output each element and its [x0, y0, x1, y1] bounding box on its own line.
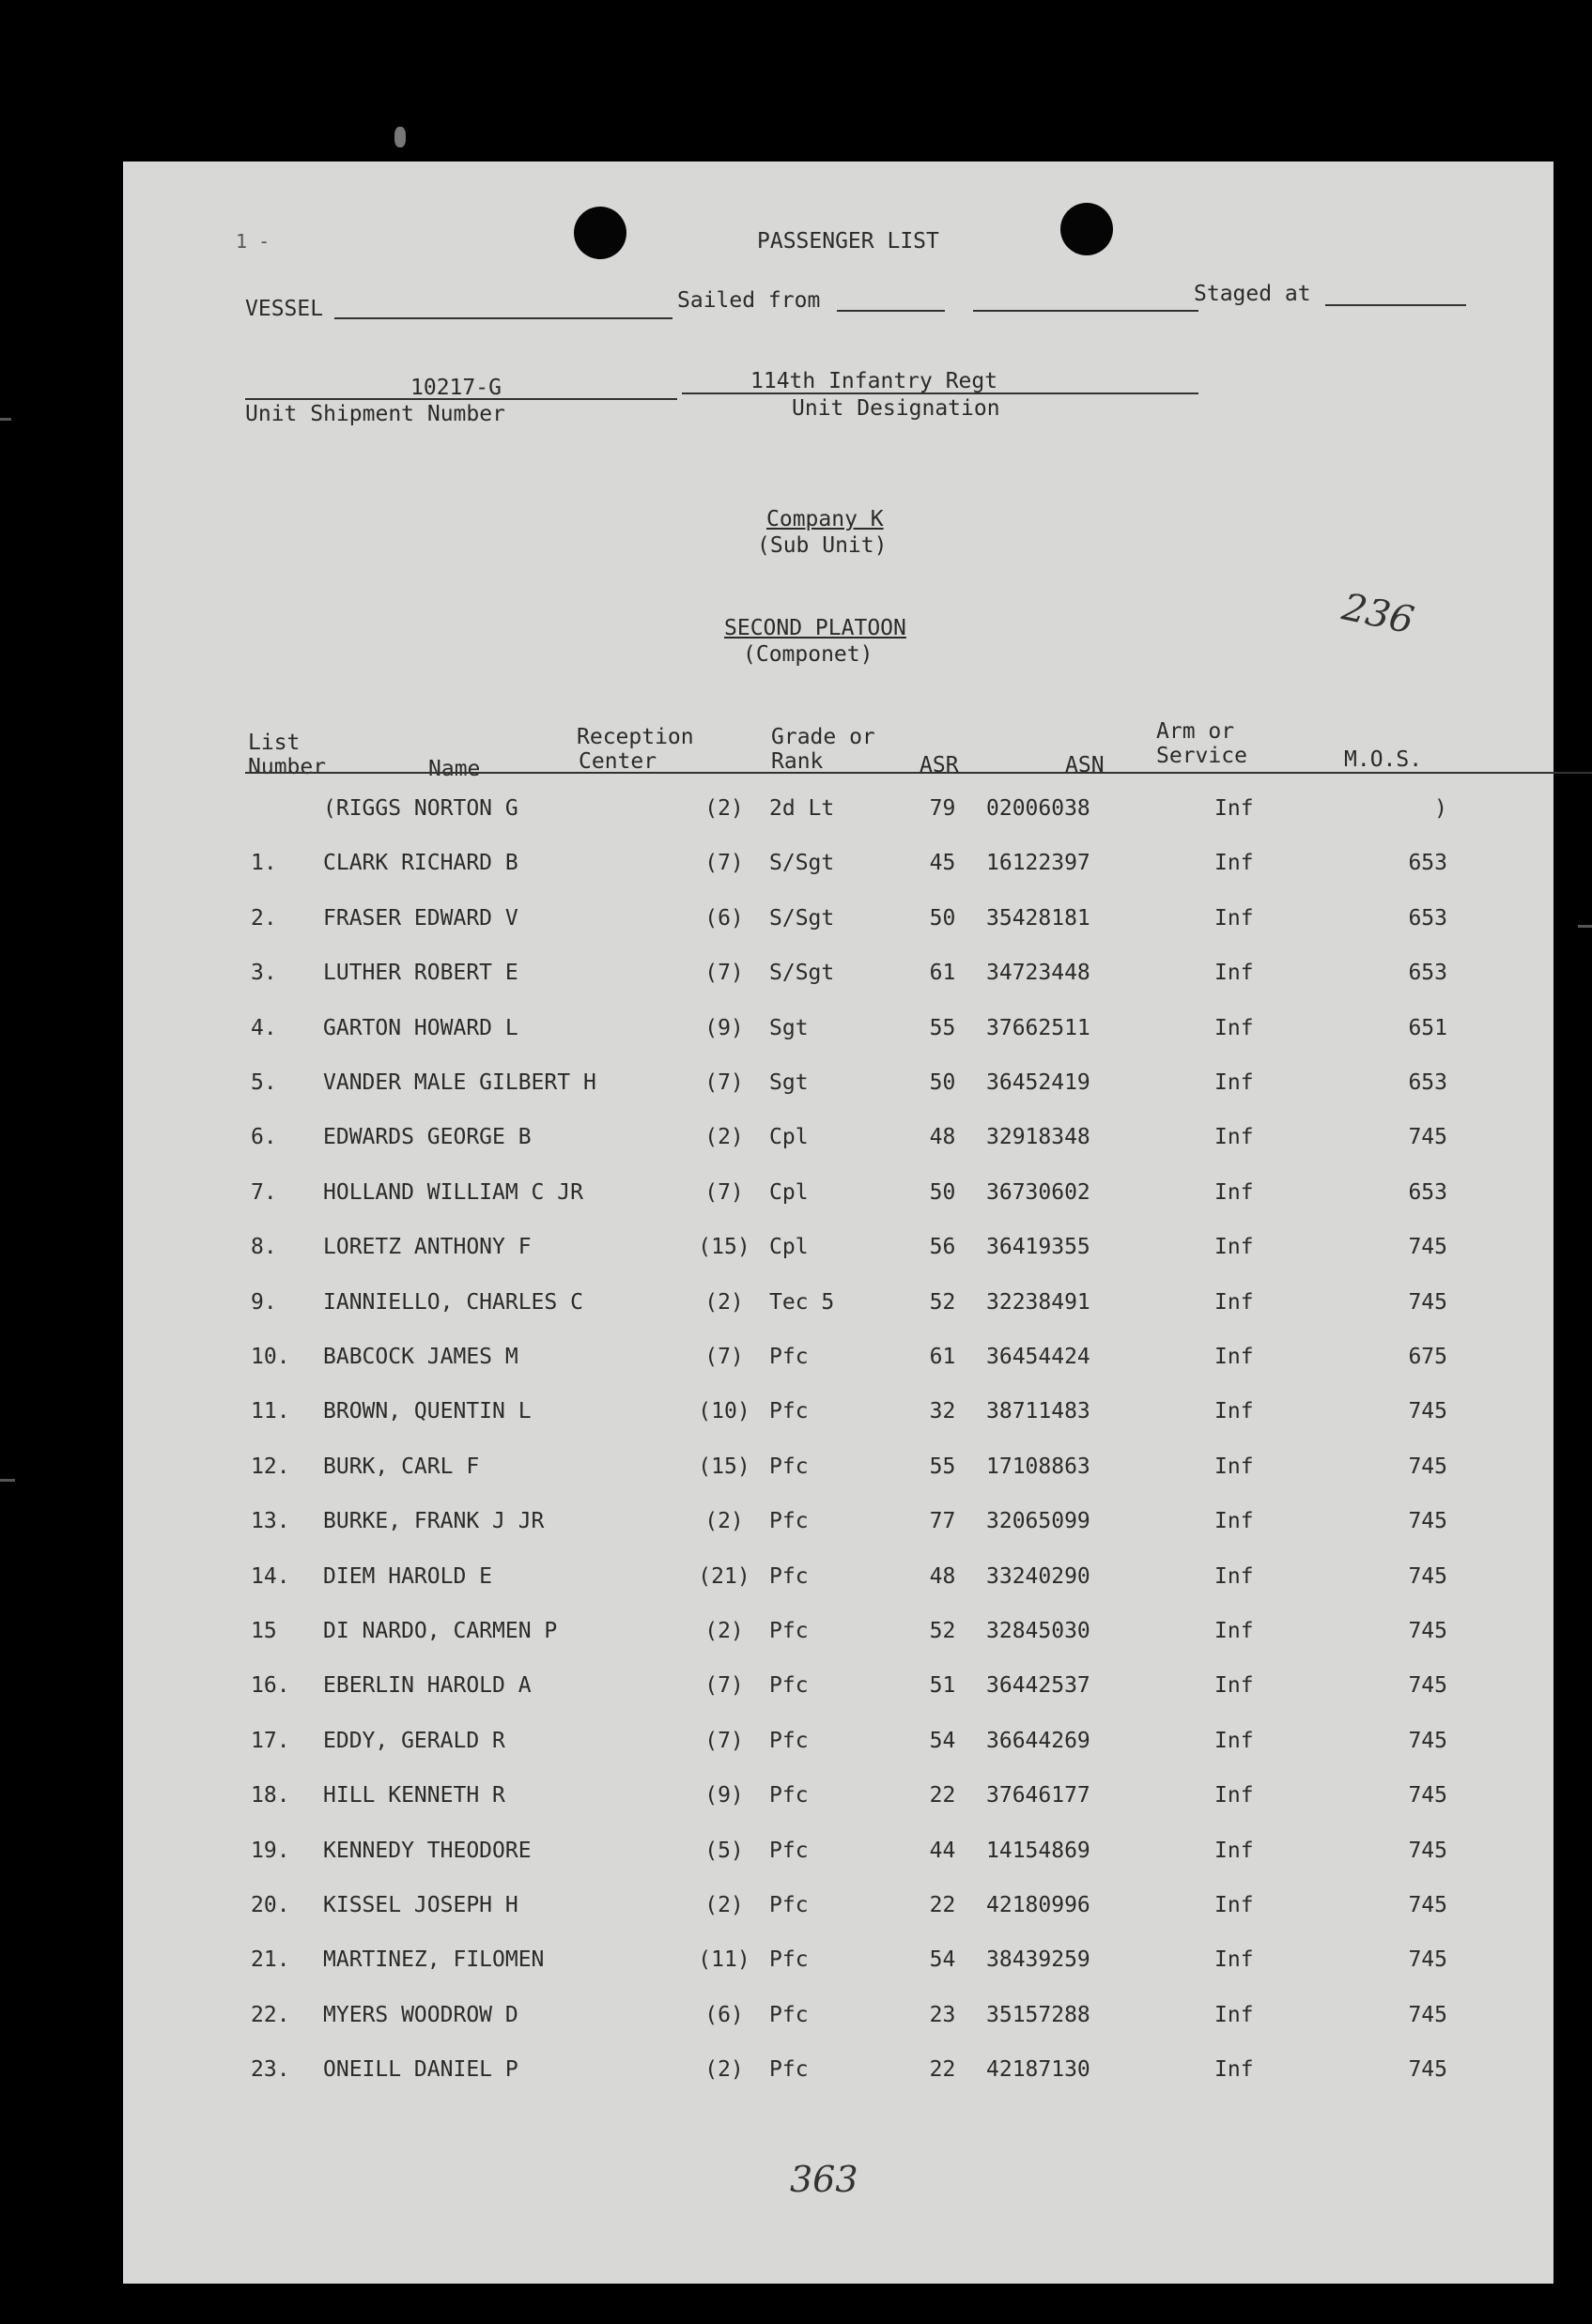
- reception-center: (7): [704, 1179, 744, 1205]
- col-header-center-label: Center: [579, 749, 657, 774]
- army-serial-number: 02006038: [986, 796, 1090, 821]
- reception-center: (2): [704, 2057, 744, 2083]
- mos-code: 653: [1408, 1070, 1447, 1095]
- arm-service: Inf: [1214, 905, 1254, 931]
- col-header-service-label: Service: [1156, 744, 1247, 768]
- asr-score: 56: [929, 1235, 956, 1260]
- reception-center: (7): [704, 1070, 744, 1095]
- passenger-name: BURKE, FRANK J JR: [323, 1509, 545, 1534]
- arm-service: Inf: [1214, 1125, 1254, 1150]
- list-number: 4.: [251, 1015, 277, 1040]
- handwritten-bottom-number: 363: [790, 2159, 858, 2200]
- component: SECOND PLATOON: [724, 616, 906, 640]
- mos-code: 745: [1408, 1619, 1447, 1643]
- reception-center: (15): [698, 1235, 750, 1260]
- table-row: [123, 2057, 1553, 2112]
- table-row: [123, 1016, 1553, 1070]
- arm-service: Inf: [1214, 2002, 1254, 2027]
- form-title: PASSENGER LIST: [757, 229, 939, 254]
- arm-service: Inf: [1214, 1015, 1254, 1040]
- table-row: [123, 1290, 1553, 1345]
- mos-code: 653: [1408, 851, 1447, 876]
- list-number: 19.: [251, 1838, 290, 1863]
- reception-center: (15): [698, 1454, 750, 1479]
- list-number: 10.: [251, 1345, 290, 1369]
- reception-center: (7): [704, 1673, 744, 1699]
- table-row: [123, 1399, 1553, 1454]
- army-serial-number: 35428181: [986, 905, 1090, 931]
- col-header-arm-service: [1156, 719, 1247, 768]
- grade-rank: Pfc: [769, 1563, 809, 1589]
- passenger-name: FRASER EDWARD V: [323, 905, 518, 931]
- army-serial-number: 33240290: [986, 1563, 1090, 1589]
- mos-code: 745: [1408, 1783, 1447, 1808]
- mos-code: 745: [1408, 1947, 1447, 1973]
- col-header-mos: M.O.S.: [1344, 747, 1423, 772]
- table-row: [123, 1180, 1553, 1235]
- col-header-reception-center: [577, 725, 694, 774]
- asr-score: 52: [929, 1619, 956, 1643]
- arm-service: Inf: [1214, 1563, 1254, 1589]
- arm-service: Inf: [1214, 1345, 1254, 1369]
- passenger-name: VANDER MALE GILBERT H: [323, 1070, 596, 1095]
- army-serial-number: 36442537: [986, 1673, 1090, 1699]
- arm-service: Inf: [1214, 961, 1254, 986]
- list-number: 18.: [251, 1783, 290, 1808]
- passenger-name: HILL KENNETH R: [323, 1783, 505, 1808]
- asr-score: 61: [929, 961, 956, 986]
- arm-service: Inf: [1214, 1454, 1254, 1479]
- arm-service: Inf: [1214, 1289, 1254, 1315]
- reception-center: (9): [704, 1783, 744, 1808]
- unit-designation-label: Unit Designation: [792, 396, 1000, 421]
- grade-rank: Pfc: [769, 1509, 809, 1534]
- unit-shipment-number: 10217-G: [410, 376, 502, 400]
- passenger-name: LORETZ ANTHONY F: [323, 1235, 532, 1260]
- col-header-arm-label: Arm or: [1156, 719, 1235, 744]
- list-number: 20.: [251, 1893, 290, 1917]
- reception-center: (7): [704, 961, 744, 986]
- table-row: [123, 1125, 1553, 1179]
- reception-center: (2): [704, 1289, 744, 1315]
- mos-code: 745: [1408, 1673, 1447, 1699]
- army-serial-number: 37662511: [986, 1015, 1090, 1040]
- passenger-name: BROWN, QUENTIN L: [323, 1399, 532, 1424]
- asr-score: 55: [929, 1015, 956, 1040]
- mos-code: 745: [1408, 1509, 1447, 1534]
- reception-center: (7): [704, 851, 744, 876]
- mos-code: 745: [1408, 2057, 1447, 2083]
- punch-hole-left: [574, 207, 626, 259]
- arm-service: Inf: [1214, 1783, 1254, 1808]
- reception-center: (9): [704, 1015, 744, 1040]
- table-row: [123, 1235, 1553, 1289]
- asr-score: 61: [929, 1345, 956, 1369]
- vessel-label: VESSEL: [245, 297, 324, 321]
- staged-at-label: Staged at: [1194, 282, 1311, 306]
- arm-service: Inf: [1214, 1179, 1254, 1205]
- asr-score: 44: [929, 1838, 956, 1863]
- table-row: [123, 906, 1553, 961]
- table-row: [123, 1070, 1553, 1125]
- grade-rank: Cpl: [769, 1179, 809, 1205]
- mos-code: 745: [1408, 1289, 1447, 1315]
- list-number: 16.: [251, 1673, 290, 1699]
- army-serial-number: 36644269: [986, 1728, 1090, 1753]
- reception-center: (2): [704, 1125, 744, 1150]
- asr-score: 52: [929, 1289, 956, 1315]
- table-row: [123, 1619, 1553, 1673]
- unit-designation: 114th Infantry Regt: [750, 369, 998, 393]
- asr-score: 77: [929, 1509, 956, 1534]
- scan-speck: [394, 127, 406, 147]
- grade-rank: Tec 5: [769, 1289, 835, 1315]
- asr-score: 50: [929, 1179, 956, 1205]
- army-serial-number: 42187130: [986, 2057, 1090, 2083]
- grade-rank: Cpl: [769, 1235, 809, 1260]
- col-header-asn: ASN: [1065, 753, 1105, 777]
- arm-service: Inf: [1214, 1893, 1254, 1917]
- asr-score: 51: [929, 1673, 956, 1699]
- army-serial-number: 34723448: [986, 961, 1090, 986]
- reception-center: (2): [704, 1509, 744, 1534]
- reception-center: (6): [704, 2002, 744, 2027]
- passenger-name: MARTINEZ, FILOMEN: [323, 1947, 545, 1973]
- passenger-name: BABCOCK JAMES M: [323, 1345, 518, 1369]
- army-serial-number: 17108863: [986, 1454, 1090, 1479]
- mos-code: 745: [1408, 1728, 1447, 1753]
- reception-center: (6): [704, 905, 744, 931]
- mos-code: 653: [1408, 961, 1447, 986]
- passenger-name: KISSEL JOSEPH H: [323, 1893, 518, 1917]
- table-row: [123, 1564, 1553, 1619]
- list-number: 7.: [251, 1179, 277, 1205]
- reception-center: (11): [698, 1947, 750, 1973]
- arm-service: Inf: [1214, 1673, 1254, 1699]
- col-header-name: Name: [428, 757, 481, 781]
- unit-line-left: [245, 398, 677, 400]
- passenger-name: DIEM HAROLD E: [323, 1563, 493, 1589]
- list-number: 1.: [251, 851, 277, 876]
- army-serial-number: 38711483: [986, 1399, 1090, 1424]
- grade-rank: Pfc: [769, 1345, 809, 1369]
- list-number: 21.: [251, 1947, 290, 1973]
- grade-rank: Pfc: [769, 1893, 809, 1917]
- army-serial-number: 14154869: [986, 1838, 1090, 1863]
- asr-score: 32: [929, 1399, 956, 1424]
- passenger-name: EDDY, GERALD R: [323, 1728, 505, 1753]
- unit-shipment-label: Unit Shipment Number: [245, 402, 505, 426]
- mos-code: 745: [1408, 1838, 1447, 1863]
- grade-rank: Pfc: [769, 1399, 809, 1424]
- grade-rank: Pfc: [769, 1619, 809, 1643]
- passenger-name: GARTON HOWARD L: [323, 1015, 518, 1040]
- grade-rank: Pfc: [769, 2002, 809, 2027]
- list-number: 15: [251, 1619, 277, 1643]
- army-serial-number: 36454424: [986, 1345, 1090, 1369]
- army-serial-number: 32918348: [986, 1125, 1090, 1150]
- col-header-grade-rank: [771, 725, 875, 774]
- passenger-name: KENNEDY THEODORE: [323, 1838, 532, 1863]
- table-row: [123, 1947, 1553, 2002]
- passenger-name: LUTHER ROBERT E: [323, 961, 518, 986]
- arm-service: Inf: [1214, 1619, 1254, 1643]
- passenger-name: IANNIELLO, CHARLES C: [323, 1289, 583, 1315]
- army-serial-number: 32845030: [986, 1619, 1090, 1643]
- arm-service: Inf: [1214, 1509, 1254, 1534]
- grade-rank: Pfc: [769, 1728, 809, 1753]
- asr-score: 48: [929, 1563, 956, 1589]
- grade-rank: Pfc: [769, 1838, 809, 1863]
- arm-service: Inf: [1214, 2057, 1254, 2083]
- grade-rank: Pfc: [769, 1783, 809, 1808]
- passenger-name: MYERS WOODROW D: [323, 2002, 518, 2027]
- list-number: 23.: [251, 2057, 290, 2083]
- list-number: 6.: [251, 1125, 277, 1150]
- mos-code: 745: [1408, 1893, 1447, 1917]
- sub-unit: Company K: [766, 507, 884, 531]
- army-serial-number: 38439259: [986, 1947, 1090, 1973]
- reception-center: (7): [704, 1345, 744, 1369]
- reception-center: (2): [704, 1893, 744, 1917]
- asr-score: 23: [929, 2002, 956, 2027]
- table-row: [123, 1345, 1553, 1399]
- list-number: 9.: [251, 1289, 277, 1315]
- asr-score: 22: [929, 2057, 956, 2083]
- table-row: [123, 1509, 1553, 1563]
- army-serial-number: 35157288: [986, 2002, 1090, 2027]
- scan-speck: [1578, 925, 1592, 928]
- arm-service: Inf: [1214, 796, 1254, 821]
- arm-service: Inf: [1214, 1838, 1254, 1863]
- sailed-from-label: Sailed from: [677, 288, 821, 313]
- list-number: 3.: [251, 961, 277, 986]
- arm-service: Inf: [1214, 1728, 1254, 1753]
- reception-center: (2): [704, 1619, 744, 1643]
- sailed-from-field-line-2: [973, 310, 1198, 312]
- col-header-asr: ASR: [920, 753, 959, 777]
- reception-center: (21): [698, 1563, 750, 1589]
- list-number: 2.: [251, 905, 277, 931]
- sub-unit-label: (Sub Unit): [757, 533, 888, 558]
- col-header-grade-label: Grade or: [771, 725, 875, 749]
- list-number: 5.: [251, 1070, 277, 1095]
- staged-at-field-line: [1325, 304, 1466, 306]
- arm-service: Inf: [1214, 1399, 1254, 1424]
- table-row: [123, 1893, 1553, 1947]
- grade-rank: 2d Lt: [769, 796, 835, 821]
- grade-rank: Sgt: [769, 1015, 809, 1040]
- unit-line-right: [682, 392, 1198, 394]
- reception-center: (7): [704, 1728, 744, 1753]
- col-header-rank-label: Rank: [771, 749, 824, 774]
- mos-code: 745: [1408, 1235, 1447, 1260]
- asr-score: 79: [929, 796, 956, 821]
- mos-code: 651: [1408, 1015, 1447, 1040]
- list-number: 11.: [251, 1399, 290, 1424]
- mos-code: 675: [1408, 1345, 1447, 1369]
- mos-code: 745: [1408, 1399, 1447, 1424]
- list-number: 14.: [251, 1563, 290, 1589]
- table-row: [123, 1454, 1553, 1509]
- passenger-name: CLARK RICHARD B: [323, 851, 518, 876]
- handwritten-page-number: 236: [1338, 585, 1418, 643]
- army-serial-number: 32065099: [986, 1509, 1090, 1534]
- scan-speck: [0, 1479, 15, 1482]
- arm-service: Inf: [1214, 1947, 1254, 1973]
- reception-center: (10): [698, 1399, 750, 1424]
- grade-rank: Pfc: [769, 1947, 809, 1973]
- mos-code: 653: [1408, 905, 1447, 931]
- mos-code: 745: [1408, 1125, 1447, 1150]
- arm-service: Inf: [1214, 851, 1254, 876]
- list-number: 22.: [251, 2002, 290, 2027]
- header-underline: [245, 772, 1592, 774]
- passenger-name: ONEILL DANIEL P: [323, 2057, 518, 2083]
- mos-code: 745: [1408, 1454, 1447, 1479]
- asr-score: 22: [929, 1893, 956, 1917]
- asr-score: 22: [929, 1783, 956, 1808]
- list-number: 13.: [251, 1509, 290, 1534]
- grade-rank: Cpl: [769, 1125, 809, 1150]
- col-header-number-label: Number: [248, 755, 327, 779]
- passenger-name: EBERLIN HAROLD A: [323, 1673, 532, 1699]
- passenger-name: DI NARDO, CARMEN P: [323, 1619, 558, 1643]
- asr-score: 48: [929, 1125, 956, 1150]
- corner-mark: 1 -: [236, 230, 270, 253]
- col-header-reception-label: Reception: [577, 725, 694, 749]
- passenger-name: (RIGGS NORTON G: [323, 796, 518, 821]
- reception-center: (5): [704, 1838, 744, 1863]
- grade-rank: S/Sgt: [769, 905, 835, 931]
- asr-score: 45: [929, 851, 956, 876]
- table-row: [123, 1783, 1553, 1838]
- table-row: [123, 796, 1553, 851]
- list-number: 17.: [251, 1728, 290, 1753]
- passenger-name: HOLLAND WILLIAM C JR: [323, 1179, 583, 1205]
- document-page: [123, 162, 1553, 2284]
- army-serial-number: 32238491: [986, 1289, 1090, 1315]
- grade-rank: S/Sgt: [769, 851, 835, 876]
- grade-rank: Sgt: [769, 1070, 809, 1095]
- passenger-name: EDWARDS GEORGE B: [323, 1125, 532, 1150]
- component-label: (Componet): [743, 642, 873, 667]
- army-serial-number: 37646177: [986, 1783, 1090, 1808]
- sailed-from-field-line: [837, 310, 945, 312]
- vessel-field-line: [334, 317, 672, 319]
- table-row: [123, 961, 1553, 1015]
- asr-score: 50: [929, 905, 956, 931]
- asr-score: 54: [929, 1728, 956, 1753]
- asr-score: 50: [929, 1070, 956, 1095]
- mos-code: ): [1434, 796, 1447, 821]
- army-serial-number: 16122397: [986, 851, 1090, 876]
- passenger-name: BURK, CARL F: [323, 1454, 480, 1479]
- col-header-list-label: List: [248, 731, 301, 755]
- table-row: [123, 1729, 1553, 1783]
- army-serial-number: 36730602: [986, 1179, 1090, 1205]
- table-row: [123, 2003, 1553, 2057]
- scan-speck: [0, 418, 11, 421]
- grade-rank: S/Sgt: [769, 961, 835, 986]
- reception-center: (2): [704, 796, 744, 821]
- army-serial-number: 42180996: [986, 1893, 1090, 1917]
- mos-code: 745: [1408, 2002, 1447, 2027]
- list-number: 8.: [251, 1235, 277, 1260]
- table-row: [123, 1673, 1553, 1728]
- army-serial-number: 36419355: [986, 1235, 1090, 1260]
- arm-service: Inf: [1214, 1235, 1254, 1260]
- asr-score: 54: [929, 1947, 956, 1973]
- grade-rank: Pfc: [769, 1673, 809, 1699]
- table-row: [123, 1839, 1553, 1893]
- grade-rank: Pfc: [769, 1454, 809, 1479]
- army-serial-number: 36452419: [986, 1070, 1090, 1095]
- list-number: 12.: [251, 1454, 290, 1479]
- punch-hole-right: [1060, 203, 1113, 255]
- table-row: [123, 851, 1553, 905]
- mos-code: 745: [1408, 1563, 1447, 1589]
- grade-rank: Pfc: [769, 2057, 809, 2083]
- asr-score: 55: [929, 1454, 956, 1479]
- mos-code: 653: [1408, 1179, 1447, 1205]
- arm-service: Inf: [1214, 1070, 1254, 1095]
